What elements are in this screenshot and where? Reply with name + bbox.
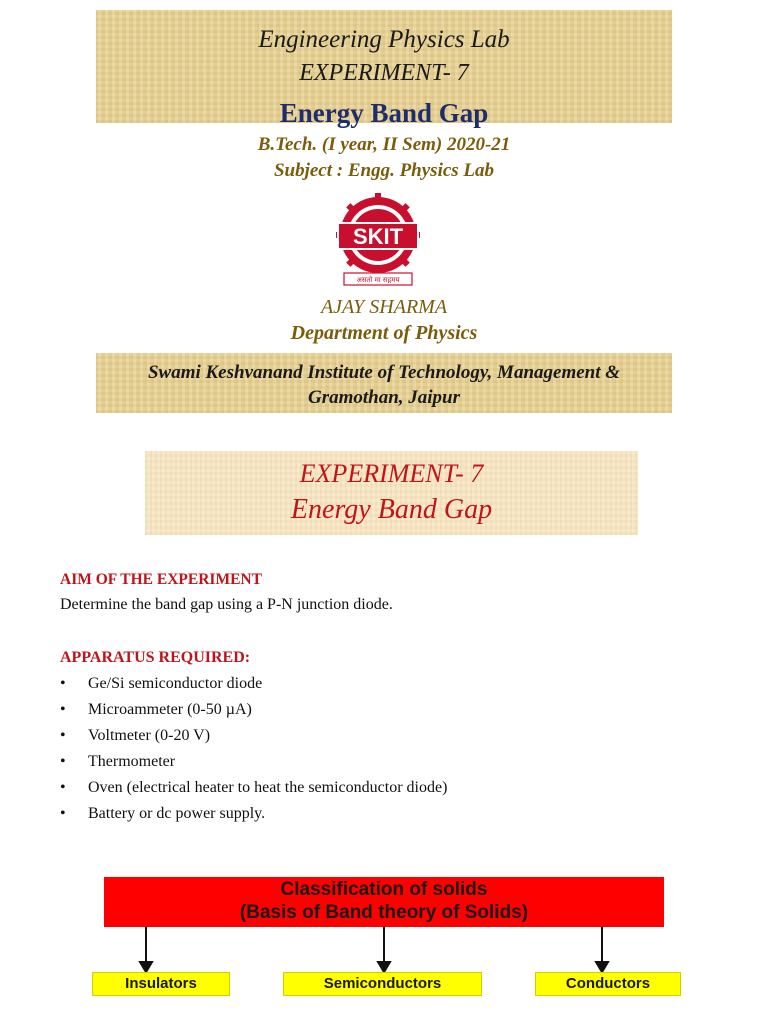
arrowhead-conductors (596, 962, 608, 972)
list-item: • Voltmeter (0-20 V) (60, 727, 211, 744)
list-item: • Oven (electrical heater to heat the semiconductor diode) (60, 779, 448, 796)
bullet-icon: • (60, 675, 66, 692)
arrowhead-semiconductors (378, 962, 390, 972)
classification-subtitle: (Basis of Band theory of Solids) (239, 902, 529, 923)
institute-line-1: Swami Keshvanand Institute of Technology, Management & (147, 362, 621, 383)
category-conductors: Conductors (535, 972, 681, 996)
bullet-icon: • (60, 753, 66, 770)
apparatus-heading: APPARATUS REQUIRED: (60, 649, 251, 666)
logo-motto: असतो मा सद्गमय (356, 276, 400, 284)
category-insulators: Insulators (92, 972, 230, 996)
experiment-number-2: EXPERIMENT- 7 (299, 459, 484, 488)
bullet-icon: • (60, 727, 66, 744)
aim-text: Determine the band gap using a P-N junction diode. (60, 596, 393, 613)
list-item: • Battery or dc power supply. (60, 805, 266, 822)
course-info: B.Tech. (I year, II Sem) 2020-21 (257, 134, 511, 155)
list-item: • Thermometer (60, 753, 176, 770)
department: Department of Physics (290, 322, 478, 344)
experiment-topic: Energy Band Gap (279, 98, 489, 128)
logo-text: SKIT (352, 224, 404, 249)
bullet-icon: • (60, 779, 66, 796)
institute-line-2: Gramothan, Jaipur (307, 387, 461, 408)
category-semiconductors: Semiconductors (283, 972, 482, 996)
bullet-icon: • (60, 701, 66, 718)
lab-title: Engineering Physics Lab (258, 26, 510, 53)
list-item: • Ge/Si semiconductor diode (60, 675, 263, 692)
subject-info: Subject : Engg. Physics Lab (273, 160, 495, 181)
arrowhead-insulators (140, 962, 152, 972)
list-item: • Microammeter (0-50 µA) (60, 701, 252, 718)
experiment-topic-2: Energy Band Gap (290, 494, 493, 525)
author-name: AJAY SHARMA (320, 296, 448, 318)
bullet-icon: • (60, 805, 66, 822)
experiment-number: EXPERIMENT- 7 (299, 60, 469, 86)
aim-heading: AIM OF THE EXPERIMENT (60, 571, 262, 588)
classification-title: Classification of solids (280, 879, 488, 900)
